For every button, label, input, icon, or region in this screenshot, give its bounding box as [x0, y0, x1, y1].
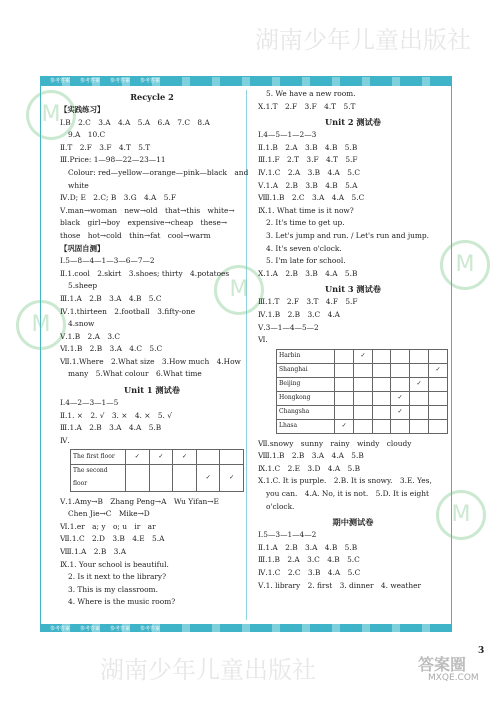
- left-column: [60, 88, 249, 609]
- floor-table: [70, 449, 244, 491]
- answer-line: Ⅱ.1.B 2.A 3.B 4.B 5.B: [258, 142, 358, 152]
- answer-line: Chen Jie→C Mike→D: [68, 509, 150, 519]
- answer-line: Ⅱ.1.cool 2.skirt 3.shoes; thirty 4.potatoes: [60, 268, 230, 278]
- answer-line: Ⅲ.1.A 2.B 3.A 4.A 5.B: [60, 423, 162, 433]
- table-row: [71, 465, 244, 491]
- answer-line: o'clock.: [266, 501, 295, 511]
- answer-line: 5. We have a new room.: [266, 89, 356, 98]
- check-cell: ✓: [429, 363, 448, 377]
- answer-line: Ⅲ.1.B 2.A 3.C 4.B 5.C: [258, 555, 360, 565]
- table-row: [71, 450, 244, 465]
- publisher-logo-watermark: M: [440, 240, 490, 290]
- table-row: [277, 419, 448, 433]
- check-cell: ✓: [335, 419, 354, 433]
- answer-line: Ⅵ.1.er a; y o; u ir ar: [60, 521, 156, 531]
- check-cell: [391, 349, 410, 363]
- answer-line: 5. I'm late for school.: [266, 256, 346, 266]
- check-cell: [410, 419, 429, 433]
- check-cell: [373, 363, 391, 377]
- table-row-label: Shanghai: [277, 363, 335, 377]
- strip-label: 参考答案: [50, 626, 71, 632]
- answer-line: 9.A 10.C: [68, 130, 106, 140]
- answer-line: black girl→boy expensive→cheap these→: [60, 218, 228, 228]
- check-cell: [335, 391, 354, 405]
- answer-line: Ⅴ.3—1—4—5—2: [258, 322, 319, 332]
- check-cell: [354, 419, 373, 433]
- check-cell: [373, 419, 391, 433]
- strip-label: 参考答案: [80, 78, 101, 84]
- table-row: [277, 363, 448, 377]
- strip-label: 参考答案: [80, 626, 101, 632]
- check-cell: [373, 405, 391, 419]
- answer-line: Ⅰ.5—8—4—1—3—6—7—2: [60, 256, 155, 266]
- subsection-title: 【巩固自测】: [60, 243, 105, 253]
- answer-line: 3. This is my classroom.: [68, 584, 158, 594]
- answer-line: Ⅹ.1.C. It is purple. 2.B. It is snowy. 3.E. Yes,: [258, 476, 432, 486]
- right-column: [258, 88, 448, 592]
- corner-site-url: MXQE.COM: [428, 673, 479, 683]
- check-cell: ✓: [196, 465, 220, 491]
- page-number: 3: [478, 646, 485, 656]
- check-cell: ✓: [220, 465, 244, 491]
- answer-line: Ⅰ.5—3—1—4—2: [258, 530, 317, 540]
- city-weather-table: [276, 349, 448, 434]
- check-cell: [196, 450, 220, 465]
- strip-label: 参考答案: [110, 78, 131, 84]
- answer-line: Ⅱ.1. × 2. √ 3. × 4. × 5. √: [60, 410, 172, 420]
- strip-label: 参考答案: [110, 626, 131, 632]
- table-row: [277, 391, 448, 405]
- strip-label: 参考答案: [50, 78, 71, 84]
- answer-line: Ⅸ.1. What time is it now?: [258, 205, 354, 215]
- answer-line: those hot→cold thin→fat cool→warm: [60, 230, 211, 240]
- check-cell: [429, 377, 448, 391]
- check-cell: [391, 363, 410, 377]
- table-row: [277, 349, 448, 363]
- check-cell: [335, 349, 354, 363]
- table-row: [277, 377, 448, 391]
- answer-line: Ⅴ.1.Amy→B Zhang Peng→A Wu Yifan→E: [60, 496, 219, 506]
- answer-line: Ⅹ.1.T 2.F 3.F 4.T 5.T: [258, 101, 356, 111]
- table-row-label: The second floor: [71, 465, 126, 491]
- check-cell: [149, 465, 173, 491]
- answer-line: 2. Is it next to the library?: [68, 572, 167, 582]
- check-cell: [220, 450, 244, 465]
- answer-line: 2. It's time to get up.: [266, 218, 345, 228]
- answer-line: Ⅷ.1.B 2.C 3.A 4.A 5.C: [258, 193, 365, 203]
- check-cell: ✓: [126, 450, 150, 465]
- answer-line: Ⅵ.: [258, 335, 268, 345]
- table-row-label: Harbin: [277, 349, 335, 363]
- check-cell: [354, 391, 373, 405]
- answer-line: 4.snow: [68, 319, 95, 329]
- answer-line: white: [68, 180, 89, 190]
- check-cell: [429, 419, 448, 433]
- answer-line: Ⅴ.1.A 2.B 3.B 4.B 5.A: [258, 180, 358, 190]
- publisher-logo-watermark: M: [436, 490, 486, 540]
- answer-line: Ⅴ.1.B 2.A 3.C: [60, 331, 121, 341]
- answer-line: 4. It's seven o'clock.: [266, 243, 342, 253]
- answer-line: Ⅵ.1.B 2.B 3.A 4.C 5.C: [60, 344, 163, 354]
- table-row-label: Changsha: [277, 405, 335, 419]
- answer-line: Ⅳ.1.B 2.B 3.C 4.A: [258, 309, 340, 319]
- check-cell: ✓: [149, 450, 173, 465]
- strip-label: 参考答案: [140, 78, 161, 84]
- answer-line: Ⅳ.1.C 2.C 3.B 4.A 5.C: [258, 568, 361, 578]
- check-cell: [410, 349, 429, 363]
- answer-line: Ⅳ.: [60, 435, 70, 445]
- check-cell: [354, 363, 373, 377]
- publisher-logo-watermark: M: [214, 265, 264, 315]
- subsection-title: 【实践练习】: [60, 105, 105, 114]
- answer-line: Ⅱ.1.A 2.B 3.A 4.B 5.B: [258, 542, 358, 552]
- publisher-logo-watermark: M: [16, 300, 66, 350]
- answer-line: many 5.What colour 6.What time: [68, 369, 202, 379]
- section-heading: Unit 1 测试卷: [124, 385, 180, 396]
- section-heading: Unit 3 测试卷: [325, 284, 381, 295]
- answer-line: 5.sheep: [68, 281, 98, 291]
- publisher-logo-watermark: M: [26, 90, 76, 140]
- answer-line: 4. Where is the music room?: [68, 597, 176, 607]
- answer-line: Ⅸ.1. Your school is beautiful.: [60, 559, 169, 569]
- answer-line: 3. Let's jump and run. / Let's run and jump.: [266, 230, 430, 240]
- check-cell: [429, 405, 448, 419]
- check-cell: [335, 377, 354, 391]
- check-cell: ✓: [354, 349, 373, 363]
- answer-line: Ⅶ.1.C 2.D 3.B 4.E 5.A: [60, 534, 165, 544]
- corner-site-mark: 答案圈: [418, 655, 467, 674]
- answer-line: Colour: red—yellow—orange—pink—black and: [68, 167, 249, 177]
- check-cell: [410, 405, 429, 419]
- check-cell: ✓: [173, 450, 197, 465]
- table-row: [277, 405, 448, 419]
- answer-line: Ⅷ.1.A 2.B 3.A: [60, 547, 127, 556]
- answer-line: Ⅰ.B 2.C 3.A 4.A 5.A 6.A 7.C 8.A: [60, 117, 210, 127]
- check-cell: ✓: [391, 405, 410, 419]
- check-cell: [373, 349, 391, 363]
- bottom-decorative-strip: [40, 624, 452, 632]
- check-cell: [373, 377, 391, 391]
- table-row-label: Beijing: [277, 377, 335, 391]
- check-cell: [335, 363, 354, 377]
- table-row-label: Hongkong: [277, 391, 335, 405]
- check-cell: [373, 391, 391, 405]
- answer-line: Ⅲ.Price: 1—98—22—23—11: [60, 155, 166, 165]
- answer-line: Ⅷ.1.B 2.B 3.A 4.A 5.B: [258, 451, 364, 461]
- answer-line: Ⅳ.1.C 2.A 3.B 4.A 5.C: [258, 167, 360, 177]
- answer-line: Ⅴ.man→woman new→old that→this white→: [60, 205, 235, 215]
- table-row-label: The first floor: [71, 450, 126, 465]
- section-heading: 期中测试卷: [332, 517, 374, 528]
- publisher-watermark-text: 湖南少年儿童出版社: [100, 656, 316, 684]
- check-cell: ✓: [410, 377, 429, 391]
- answer-line: Ⅴ.1. library 2. first 3. dinner 4. weather: [258, 580, 422, 590]
- answer-line: Ⅶ.1.Where 2.What size 3.How much 4.How: [60, 356, 241, 366]
- answer-line: Ⅶ.snowy sunny rainy windy cloudy: [258, 438, 412, 448]
- answer-line: Ⅳ.D; E 2.C; B 3.G 4.A 5.F: [60, 193, 176, 203]
- publisher-watermark-text: 湖南少年儿童出版社: [255, 26, 471, 54]
- check-cell: [429, 349, 448, 363]
- check-cell: [391, 419, 410, 433]
- check-cell: [410, 391, 429, 405]
- answer-line: Ⅰ.4—5—1—2—3: [258, 130, 317, 140]
- check-cell: [391, 377, 410, 391]
- check-cell: [354, 405, 373, 419]
- answer-line: Ⅸ.1.C 2.E 3.D 4.A 5.B: [258, 463, 361, 473]
- answer-line: Ⅹ.1.A 2.B 3.B 4.A 5.B: [258, 268, 358, 278]
- answer-line: Ⅱ.T 2.F 3.F 4.T 5.T: [60, 142, 151, 152]
- check-cell: [173, 465, 197, 491]
- strip-label: 参考答案: [140, 626, 161, 632]
- answer-line: Ⅲ.1.T 2.F 3.T 4.F 5.F: [258, 297, 358, 307]
- answer-line: Ⅳ.1.thirteen 2.football 3.fifty-one: [60, 306, 196, 316]
- check-cell: [335, 405, 354, 419]
- check-cell: [410, 363, 429, 377]
- answer-line: Ⅰ.4—2—3—1—5: [60, 398, 119, 408]
- check-cell: [354, 377, 373, 391]
- table-row-label: Lhasa: [277, 419, 335, 433]
- answer-line: Ⅲ.1.F 2.T 3.F 4.T 5.F: [258, 155, 358, 165]
- check-cell: ✓: [391, 391, 410, 405]
- answer-line: Ⅲ.1.A 2.B 3.A 4.B 5.C: [60, 293, 162, 303]
- section-heading: Unit 2 测试卷: [325, 117, 381, 128]
- check-cell: [126, 465, 150, 491]
- section-heading: Recycle 2: [130, 92, 174, 102]
- answer-line: you can. 4.A. No, it is not. 5.D. It is eight: [266, 489, 429, 499]
- check-cell: [429, 391, 448, 405]
